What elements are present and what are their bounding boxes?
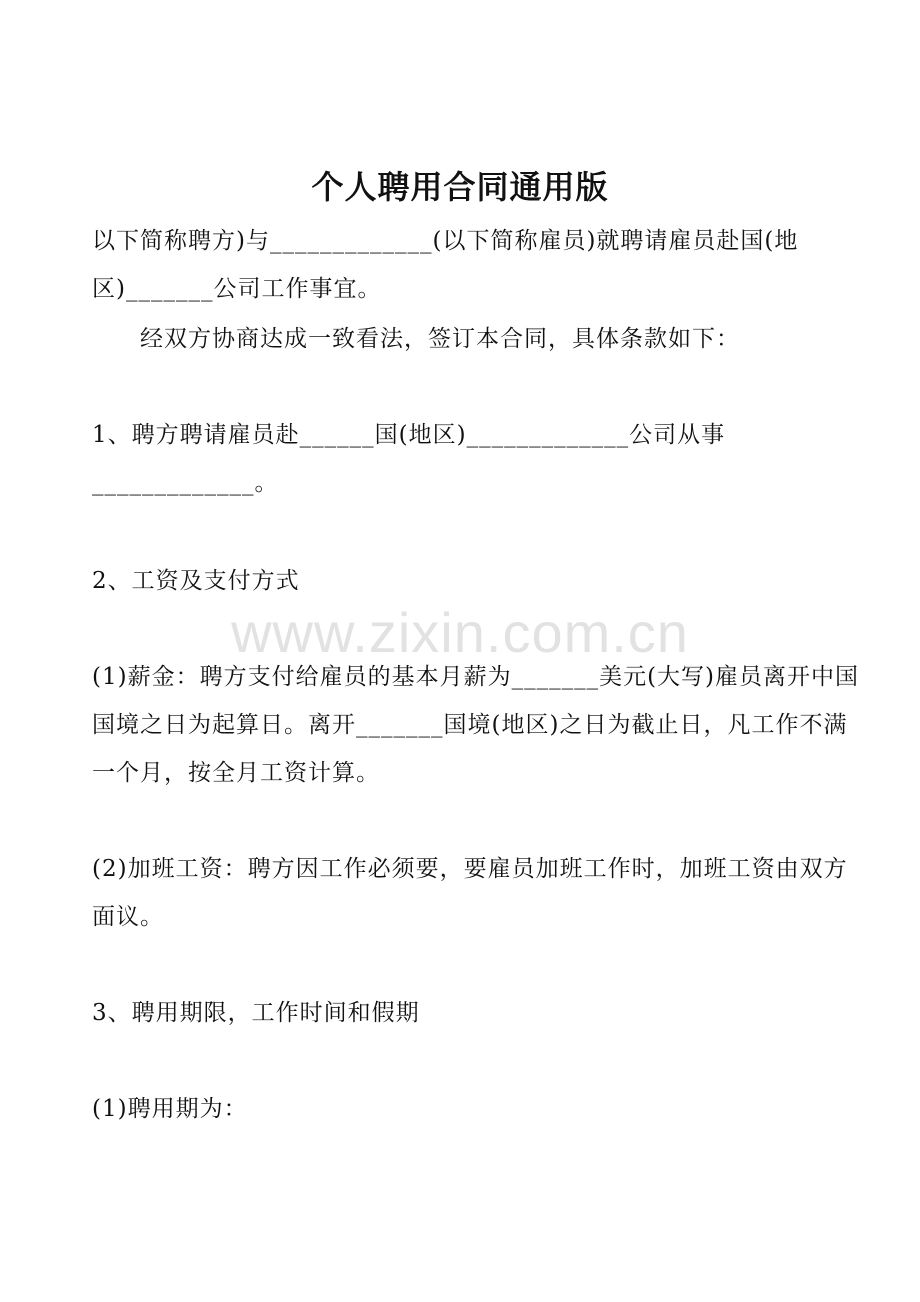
salary-line: 一个月，按全月工资计算。	[92, 760, 380, 786]
salary-line: 国境之日为起算日。离开_______国境(地区)之日为截止日，凡工作不满	[92, 712, 848, 738]
clause-3-heading: 3、聘用期限，工作时间和假期	[92, 1000, 420, 1026]
term-line: (1)聘用期为：	[92, 1096, 248, 1122]
overtime-line: 面议。	[92, 904, 164, 930]
clause-1-line: _____________。	[92, 470, 279, 496]
watermark: www.zixin.com.cn	[231, 601, 689, 664]
overtime-line: (2)加班工资：聘方因工作必须要，要雇员加班工作时，加班工资由双方	[92, 856, 848, 882]
clause-2-heading: 2、工资及支付方式	[92, 568, 300, 594]
paragraph-line: 经双方协商达成一致看法，签订本合同，具体条款如下：	[140, 326, 740, 352]
salary-line: (1)薪金：聘方支付给雇员的基本月薪为_______美元(大写)雇员离开中国	[92, 664, 860, 690]
document-title: 个人聘用合同通用版	[311, 168, 609, 206]
paragraph-line: 区)_______公司工作事宜。	[92, 276, 382, 302]
clause-1-line: 1、聘方聘请雇员赴______国(地区)_____________公司从事	[92, 422, 726, 448]
paragraph-line: 以下简称聘方)与_____________(以下简称雇员)就聘请雇员赴国(地	[92, 228, 799, 254]
